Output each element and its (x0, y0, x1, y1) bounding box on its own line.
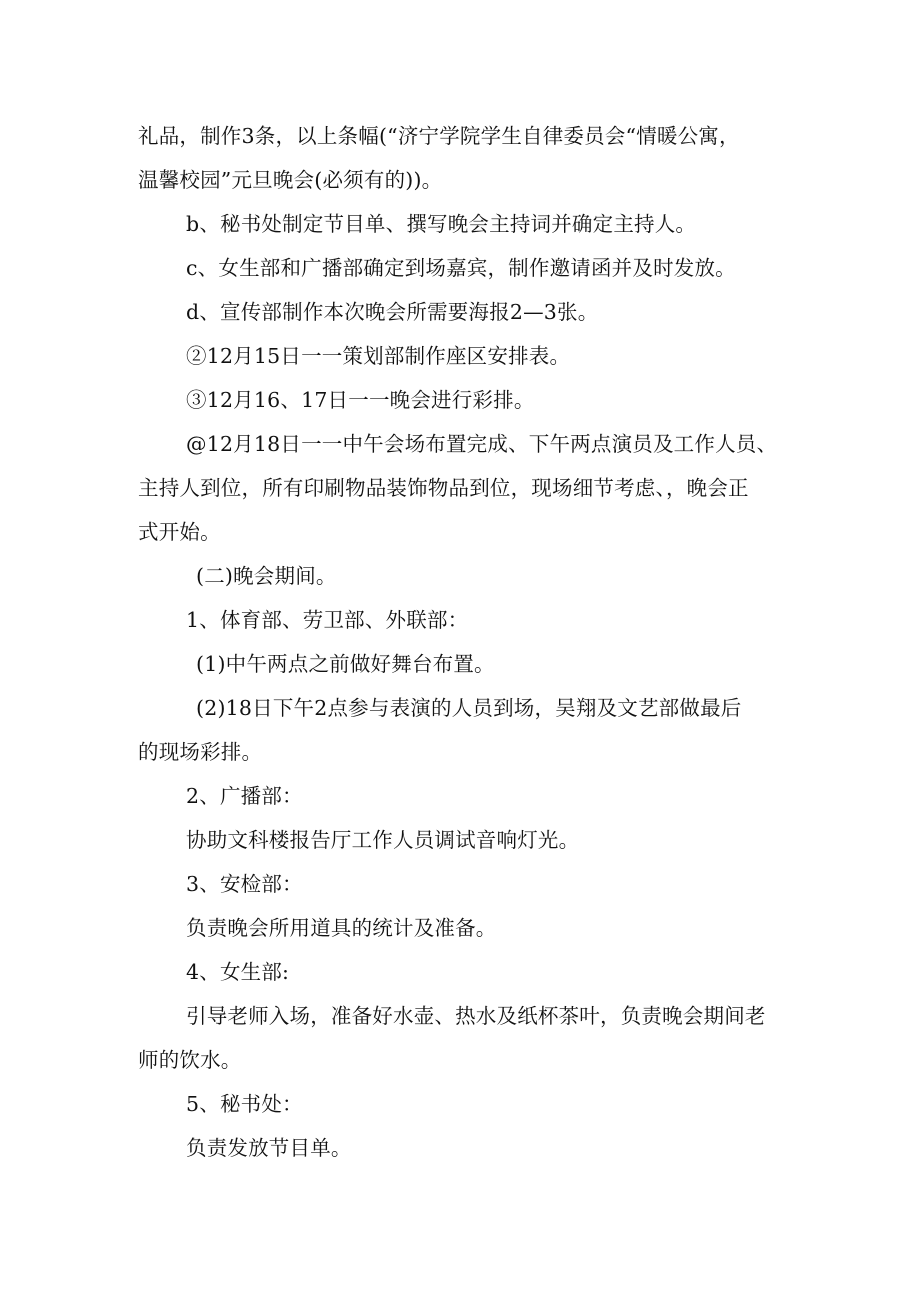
paragraph-line: 2、广播部： (186, 784, 303, 808)
paragraph-line: 温馨校园”元旦晚会(必须有的))。 (138, 168, 443, 192)
paragraph-line: 负责发放节目单。 (186, 1136, 352, 1160)
paragraph-line: @12月18日一一中午会场布置完成、下午两点演员及工作人员、 (186, 432, 778, 456)
paragraph-line: ②12月15日一一策划部制作座区安排表。 (186, 344, 571, 368)
paragraph-line: 负责晚会所用道具的统计及准备。 (186, 916, 497, 940)
paragraph-line: 1、体育部、劳卫部、外联部： (186, 608, 469, 632)
paragraph-line: b、秘书处制定节目单、撰写晚会主持词并确定主持人。 (186, 212, 697, 236)
paragraph-line: (1)中午两点之前做好舞台布置。 (196, 652, 495, 676)
paragraph-line: (二)晚会期间。 (196, 564, 337, 588)
paragraph-line: c、女生部和广播部确定到场嘉宾，制作邀请函并及时发放。 (186, 256, 736, 280)
paragraph-line: 师的饮水。 (138, 1048, 242, 1072)
paragraph-line: (2)18日下午2点参与表演的人员到场，吴翔及文艺部做最后 (196, 696, 742, 720)
paragraph-line: 主持人到位，所有印刷物品装饰物品到位，现场细节考虑、，晚会正 (138, 476, 749, 500)
paragraph-line: 礼品，制作3条，以上条幅(“济宁学院学生自律委员会“情暖公寓， (138, 124, 740, 148)
paragraph-line: ③12月16、17日一一晚会进行彩排。 (186, 388, 535, 412)
paragraph-line: 5、秘书处： (186, 1092, 303, 1116)
paragraph-line: d、宣传部制作本次晚会所需要海报2—3张。 (186, 300, 599, 324)
paragraph-line: 引导老师入场，准备好水壶、热水及纸杯茶叶，负责晚会期间老 (186, 1004, 766, 1028)
paragraph-line: 的现场彩排。 (138, 740, 263, 764)
paragraph-line: 协助文科楼报告厅工作人员调试音响灯光。 (186, 828, 580, 852)
paragraph-line: 式开始。 (138, 520, 221, 544)
paragraph-line: 4、女生部: (186, 960, 290, 984)
paragraph-line: 3、安检部： (186, 872, 303, 896)
